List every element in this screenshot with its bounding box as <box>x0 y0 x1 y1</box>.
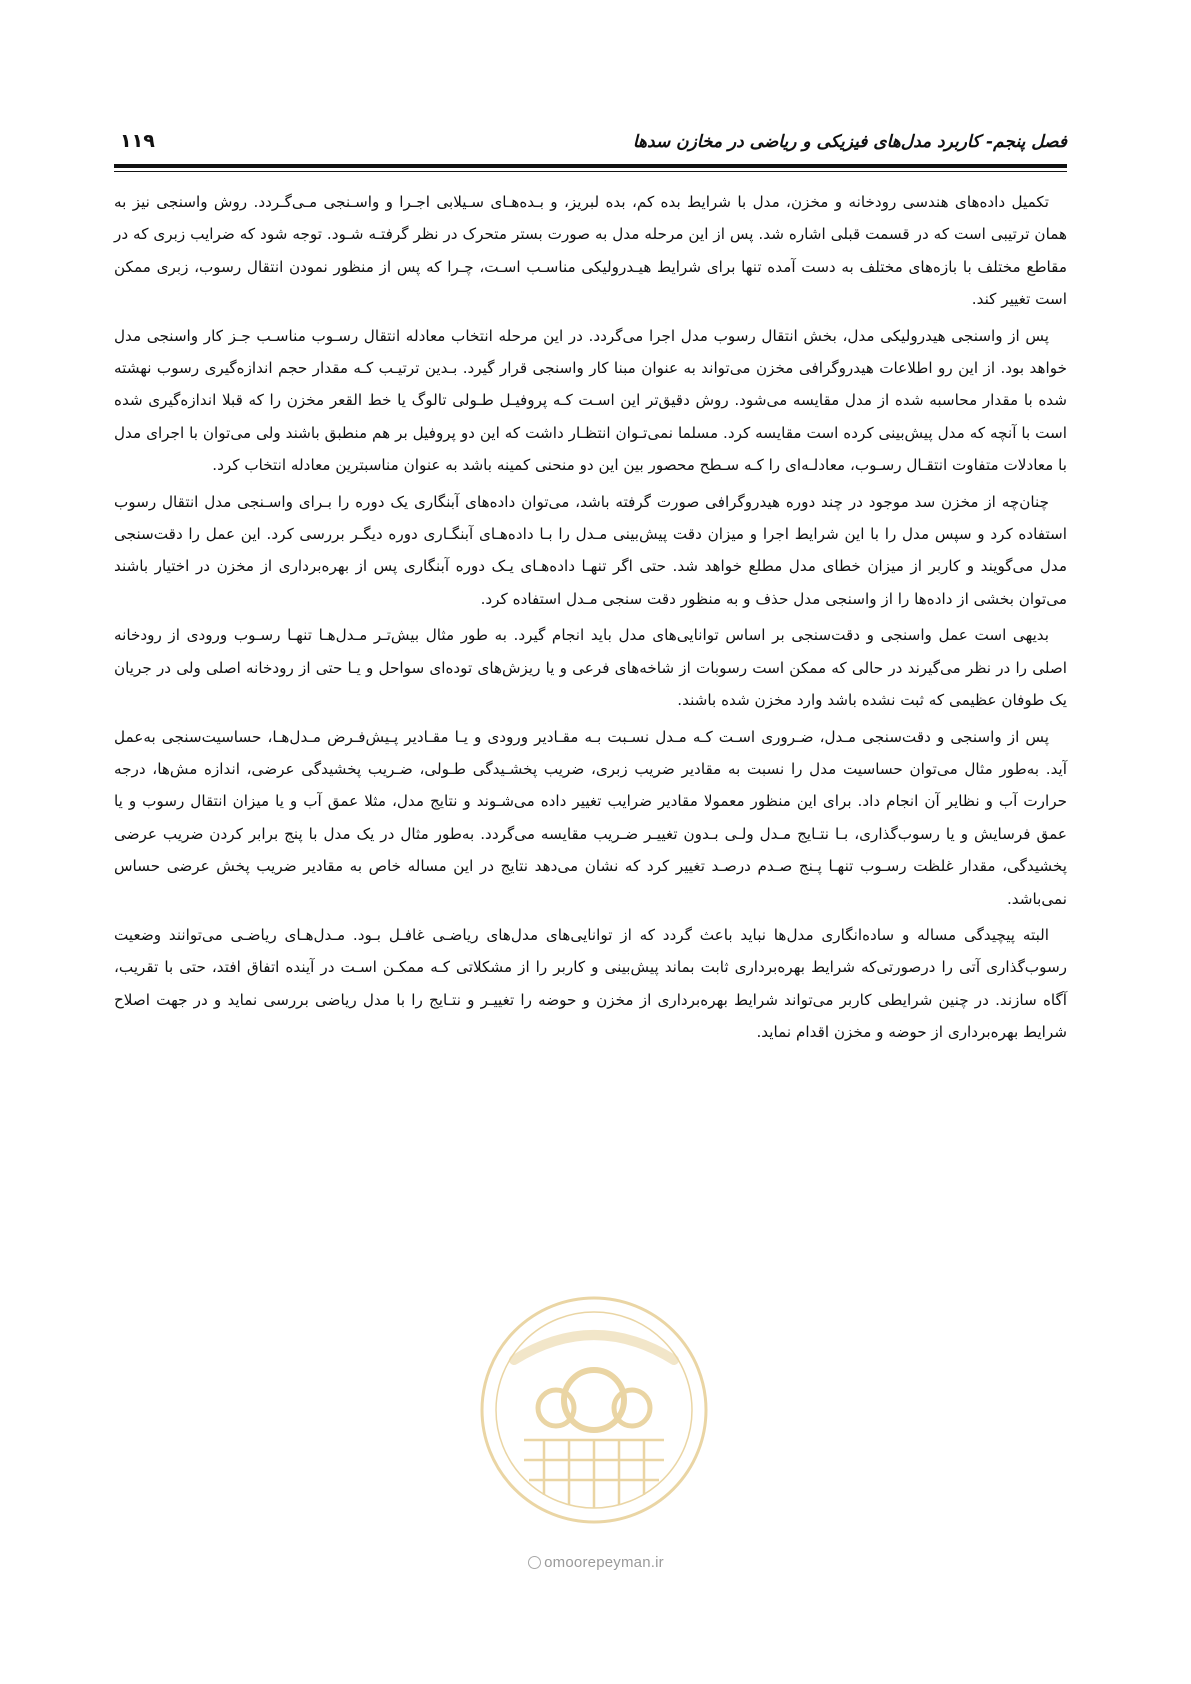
body-text <box>114 186 1067 1053</box>
watermark-website <box>486 1554 706 1571</box>
watermark-site-text: omoorepeyman.ir <box>544 1554 664 1571</box>
paragraph-3: چنان‌چه از مخزن سد موجود در چند دوره هیدروگرافی صورت گرفته باشد، می‌توان داده‌های آبنگاری یک دوره را بـرای واسـنجی مدل انتقال رسوب استفاده کرد و سپس مدل را با این شرایط اجرا و میزان دقت پیش‌بینی مـدل را بـا داده‌هـای آبنگـاری دوره دیگـر بررسی کرد. این عمل را دقت‌سنجی مدل می‌گویند و کاربر از میزان خطای مدل مطلع خواهد شد. حتی اگر تنهـا داده‌هـای یـک دوره آبنگاری پس از بهره‌برداری از مخزن در اختیار باشند می‌توان بخشی از داده‌ها را از واسنجی مدل حذف و به منظور دقت سنجی مـدل استفاده کرد. <box>114 492 1067 608</box>
paragraph-1: تکمیل داده‌های هندسی رودخانه و مخزن، مدل با شرایط بده کم، بده لبریز، و بـده‌هـای سـیلابی اجـرا و واسـنجی مـی‌گـردد. روش واسنجی نیز به همان ترتیبی است که در قسمت قبلی اشاره شد. پس از این مرحله مدل به صورت بستر متحرک در نظر گرفتـه شـود. توجه شود که ضرایب زبری که در مقاطع مختلف با بازه‌های مختلف به دست آمده تنها برای شرایط هیـدرولیکی مناسـب اسـت، چـرا که پس از منظور نمودن انتقال رسوب، زبری ممکن است تغییر کند. <box>114 193 1067 309</box>
watermark-seal-logo <box>474 1290 714 1530</box>
page-header <box>114 126 1067 166</box>
page-number: ۱۱۹ <box>120 130 155 152</box>
chapter-title: فصل پنجم- کاربرد مدل‌های فیزیکی و ریاضی در مخازن سدها <box>632 132 1067 152</box>
watermark-at-icon <box>528 1556 541 1569</box>
paragraph-2: پس از واسنجی هیدرولیکی مدل، بخش انتقال رسوب مدل اجرا می‌گردد. در این مرحله انتخاب معادله انتقال رسـوب مناسـب جـز کار واسنجی مدل خواهد بود. از این رو اطلاعات هیدروگرافی مخزن می‌تواند به عنوان مبنا کار واسنجی قرار گیرد. بـدین ترتیـب کـه مقدار حجم اندازه‌گیری رسوب نهشته شده با مقدار محاسبه شده از مدل مقایسه می‌شود. روش دقیق‌تر این اسـت کـه پروفیـل طـولی تالوگ یا خط القعر مخزن را که قبلا اندازه‌گیری شده است با آنچه که مدل پیش‌بینی کرده است مقایسه کرد. مسلما نمی‌تـوان انتظـار داشت که این دو پروفیل بر هم منطبق باشند ولی می‌توان با اجرای مدل با معادلات متفاوت انتقـال رسـوب، معادلـه‌ای را کـه سـطح محصور بین این دو منحنی کمینه باشد به عنوان مناسبترین معادله انتخاب کرد. <box>114 326 1067 475</box>
header-rule-thin <box>114 171 1067 172</box>
header-rule-thick <box>114 164 1067 168</box>
paragraph-6: البته پیچیدگی مساله و ساده‌انگاری مدل‌ها نباید باعث گردد که از توانایی‌های مدل‌های ریاضـی غافـل بـود. مـدل‌هـای ریاضـی می‌توانند وضعیت رسوب‌گذاری آتی را درصورتی‌که شرایط بهره‌برداری ثابت بماند پیش‌بینی و کاربر را از مشکلاتی کـه ممکـن اسـت در آینده اتفاق افتد، حتی با تقریب، آگاه سازند. در چنین شرایطی کاربر می‌تواند شرایط بهره‌برداری از مخزن و حوضه را تغییـر و نتـایج را با مدل ریاضی بررسی نماید و در جهت اصلاح شرایط بهره‌برداری از حوضه و مخزن اقدام نماید. <box>114 925 1067 1042</box>
paragraph-4: بدیهی است عمل واسنجی و دقت‌سنجی بر اساس توانایی‌های مدل باید انجام گیرد. به طور مثال بیش‌تـر مـدل‌هـا تنهـا رسـوب ورودی از رودخانه اصلی را در نظر می‌گیرند در حالی که ممکن است رسوبات از شاخه‌های فرعی و یا ریزش‌های توده‌ای سواحل و یـا حتی از رودخانه اصلی ولی در جریان یک طوفان عظیمی که ثبت نشده باشد وارد مخزن شده باشند. <box>114 626 1067 710</box>
paragraph-5: پس از واسنجی و دقت‌سنجی مـدل، ضـروری اسـت کـه مـدل نسـبت بـه مقـادیر ورودی و یـا مقـادیر پـیش‌فـرض مـدل‌هـا، حساسیت‌سنجی به‌عمل آید. به‌طور مثال می‌توان حساسیت مدل را نسبت به مقادیر ضریب زبری، ضریب پخشـیدگی طـولی، ضـریب پخشیدگی عرضی، اندازه مش‌ها، درجه حرارت آب و نظایر آن انجام داد. برای این منظور معمولا مقادیر ضرایب تغییر داده می‌شـوند و نتایج مدل، مثلا عمق آب و یا میزان انتقال رسوب و یا عمق فرسایش و یا رسوب‌گذاری، بـا نتـایج مـدل ولـی بـدون تغییـر ضـریب مقایسه می‌گردد. به‌طور مثال در یک مدل با پنج برابر کردن ضریب عرضی پخشیدگی، مقدار غلظت رسـوب تنهـا پـنج صـدم درصـد تغییر کرد که نشان می‌دهد نتایج در این مساله خاص به مقادیر ضریب پخش عرضی حساس نمی‌باشد. <box>114 727 1067 908</box>
